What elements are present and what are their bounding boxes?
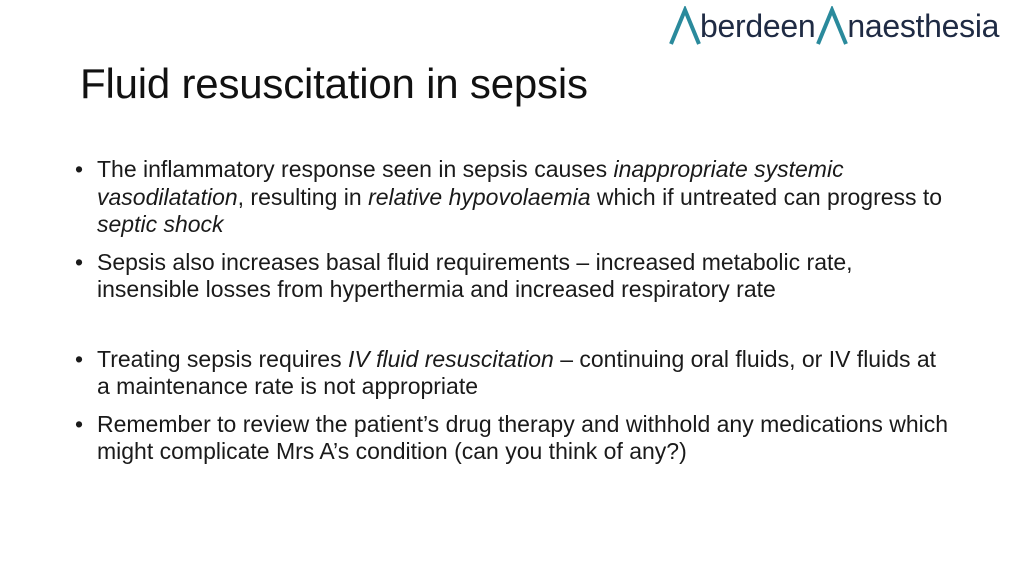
lambda-a-icon xyxy=(815,6,849,46)
bullet-item xyxy=(72,156,952,239)
bullet-marker: • xyxy=(75,345,84,372)
bullet-text: Treating sepsis requires xyxy=(97,345,348,372)
bullet-text: , resulting in xyxy=(237,183,369,210)
bullet-marker: • xyxy=(75,156,84,182)
bullet-marker: • xyxy=(75,410,84,437)
bullet-item xyxy=(72,411,952,466)
bullet-text: Sepsis also increases basal fluid requirements – increased metabolic rate, insensible losses from hyperthermia and increased respiratory rate xyxy=(97,248,853,302)
logo-word-naesthesia: naesthesia xyxy=(847,8,1000,44)
bullet-list xyxy=(72,156,952,476)
bullet-text: The inflammatory response seen in sepsis causes xyxy=(97,156,614,182)
bullet-text: which if untreated can progress to xyxy=(590,183,943,210)
logo-word-berdeen: berdeen xyxy=(700,8,816,44)
bullet-emphasis: inappropriate systemic vasodilatation xyxy=(97,156,844,210)
aberdeen-anaesthesia-logo xyxy=(668,2,999,46)
bullet-emphasis: septic shock xyxy=(97,211,224,237)
lambda-a-icon xyxy=(668,6,702,46)
bullet-marker: • xyxy=(75,248,84,275)
bullet-item xyxy=(72,249,952,304)
bullet-item xyxy=(72,346,952,401)
bullet-emphasis: IV fluid resuscitation xyxy=(347,345,554,372)
bullet-text: – continuing oral fluids, or IV fluids at a maintenance rate is not appropriate xyxy=(97,345,937,399)
bullet-text: Remember to review the patient’s drug therapy and withhold any medications which might complicate Mrs A’s condition (can you think of any?) xyxy=(97,410,949,464)
bullet-emphasis: relative hypovolaemia xyxy=(368,183,591,210)
slide-title: Fluid resuscitation in sepsis xyxy=(80,60,588,107)
